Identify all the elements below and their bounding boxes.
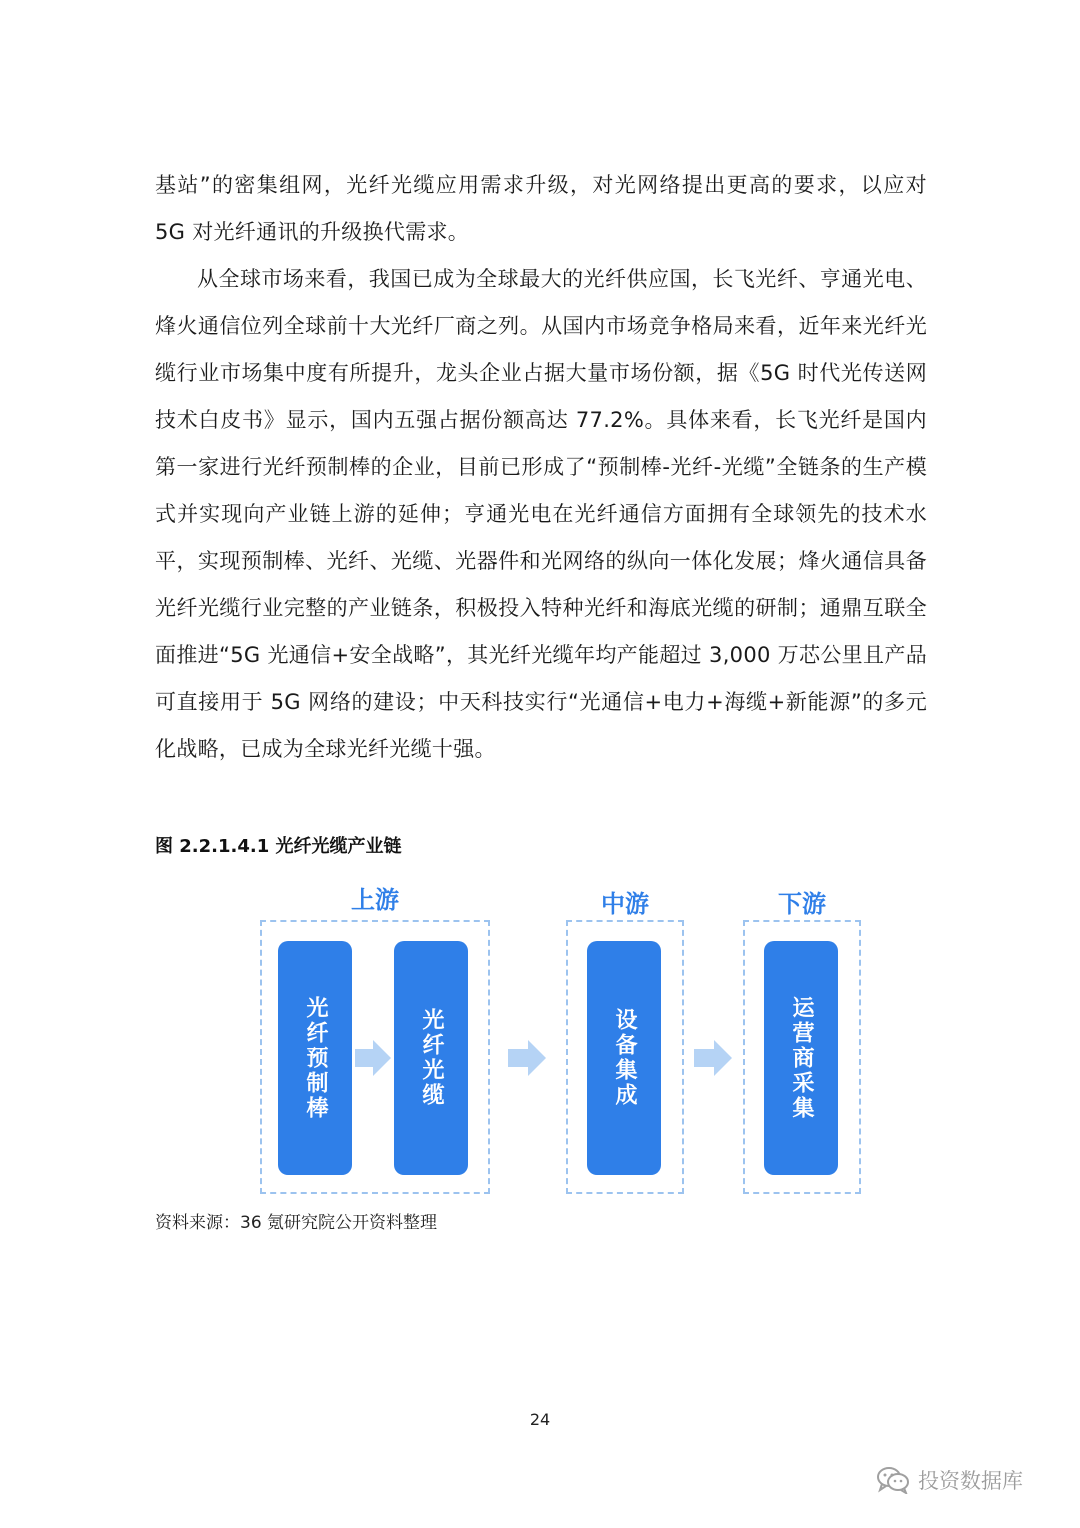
watermark-text: 投资数据库	[918, 1469, 1023, 1493]
page-number: 24	[529, 1410, 551, 1429]
arrow-right-icon	[694, 1038, 732, 1078]
watermark	[876, 1465, 1023, 1495]
paragraph-1: 基站”的密集组网，光纤光缆应用需求升级，对光网络提出更高的要求，以应对 5G 对光纤通讯的升级换代需求。	[155, 173, 927, 244]
node-preform	[278, 941, 352, 1175]
arrow-right-icon	[355, 1038, 391, 1078]
source-note: 资料来源：36 氪研究院公开资料整理	[155, 1213, 438, 1233]
node-preform-label: 光纤预制棒	[303, 995, 328, 1121]
arrow-right-icon	[508, 1038, 546, 1078]
node-operator	[764, 941, 838, 1175]
stage-label-upstream: 上游	[351, 886, 399, 914]
body-text	[155, 162, 927, 773]
node-operator-label: 运营商采集	[789, 995, 814, 1121]
node-fiber-cable-label: 光纤光缆	[419, 1008, 444, 1108]
node-fiber-cable	[394, 941, 468, 1175]
stage-label-downstream: 下游	[778, 890, 826, 918]
wechat-icon	[876, 1466, 910, 1494]
figure-caption: 图 2.2.1.4.1 光纤光缆产业链	[155, 836, 402, 857]
node-equipment-label: 设备集成	[612, 1008, 637, 1108]
stage-label-midstream: 中游	[601, 890, 649, 918]
paragraph-2: 从全球市场来看，我国已成为全球最大的光纤供应国，长飞光纤、亨通光电、烽火通信位列全球前十大光纤厂商之列。从国内市场竞争格局来看，近年来光纤光缆行业市场集中度有所提升，龙头企业占据大量市场份额，据《5G 时代光传送网技术白皮书》显示，国内五强占据份额高达 77.2%。具体来看，长飞光纤是国内第一家进行光纤预制棒的企业，目前已形成了“预制棒-光纤-光缆”全链条的生产模式并实现向产业链上游的延伸；亨通光电在光纤通信方面拥有全球领先的技术水平，实现预制棒、光纤、光缆、光器件和光网络的纵向一体化发展；烽火通信具备光纤光缆行业完整的产业链条，积极投入特种光纤和海底光缆的研制；通鼎互联全面推进“5G 光通信+安全战略”，其光纤光缆年均产能超过 3,000 万芯公里且产品可直接用于 5G 网络的建设；中天科技实行“光通信+电力+海缆+新能源”的多元化战略，已成为全球光纤光缆十强。	[155, 267, 927, 761]
node-equipment	[587, 941, 661, 1175]
